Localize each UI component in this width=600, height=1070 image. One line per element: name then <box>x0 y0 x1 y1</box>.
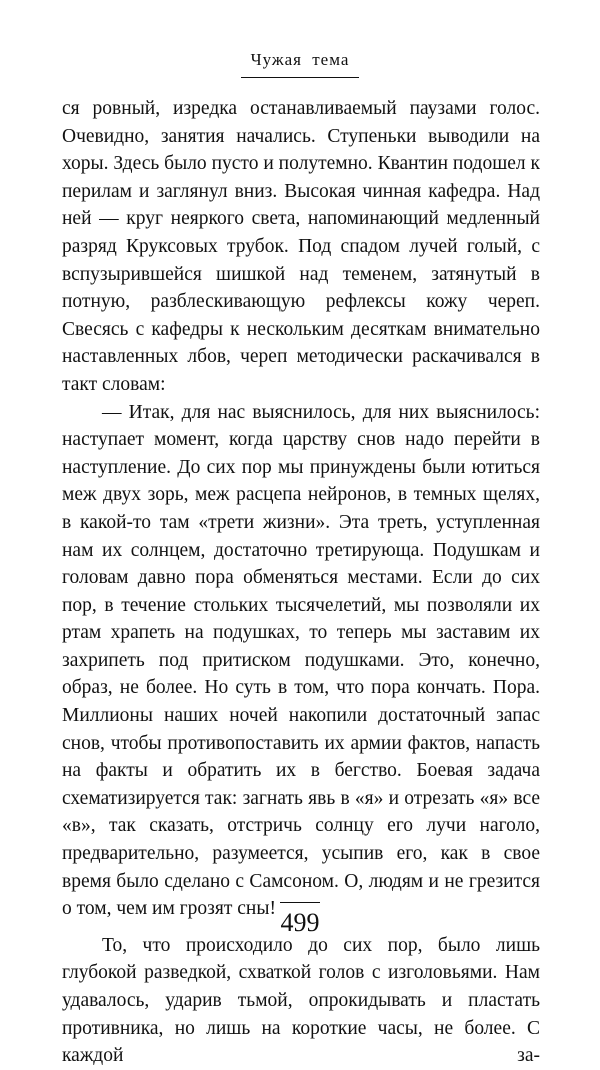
paragraph-3: То, что происходило до сих пор, было лишь глубокой разведкой, схваткой голов с изголовьями. Нам удавалось, ударив тьмой, опрокидывать и пластать противника, но лишь на короткие часы, не более. С каждой за- <box>62 934 540 1067</box>
paragraph-2: — Итак, для нас выяснилось, для них выяснилось: наступает момент, когда царству снов надо перейти в наступление. До сих пор мы принуждены были ютиться меж двух зорь, меж расцепа нейронов, в темных щелях, в какой-то там «трети жизни». Эта треть, уступленная нам их солнцем, достаточно третирующа. Подушкам и головам давно пора обменяться местами. Если до сих пор, в течение стольких тысячелетий, мы позволяли их ртам храпеть на подушках, то теперь мы заставим их захрипеть под притиском подушками. Это, конечно, образ, не более. Но суть в том, что пора кончать. Пора. Миллионы наших ночей накопили достаточный запас снов, чтобы противопоставить их армии фактов, напасть на факты и обратить их в бегство. Боевая задача схематизируется так: загнать явь в «я» и отрезать «я» все «в», так сказать, отстричь солнцу его лучи наголо, предварительно, разумеется, усыпив его, как в свое время было сделано с Самсоном. О, людям и не грезится о том, чем им грозят сны! <box>62 401 540 920</box>
running-head-rule <box>241 77 359 78</box>
page-number-rule <box>280 902 320 903</box>
paragraph-1: ся ровный, изредка останавливаемый паузами голос. Очевидно, занятия начались. Ступеньки выводили на хоры. Здесь было пусто и полутемно. Квантин подошел к перилам и заглянул вниз. Высокая чинная кафедра. Над ней — круг неяркого света, напоминающий медленный разряд Круксовых трубок. Под спадом лучей голый, с вспузырившейся шишкой над теменем, затянутый в потную, разблескивающую рефлексы кожу череп. Свесясь с кафедры к нескольким десяткам внимательно наставленных лбов, череп методически раскачивался в такт словам: <box>62 98 540 395</box>
running-head: Чужая тема <box>250 50 350 69</box>
page-number: 499 <box>280 908 320 937</box>
